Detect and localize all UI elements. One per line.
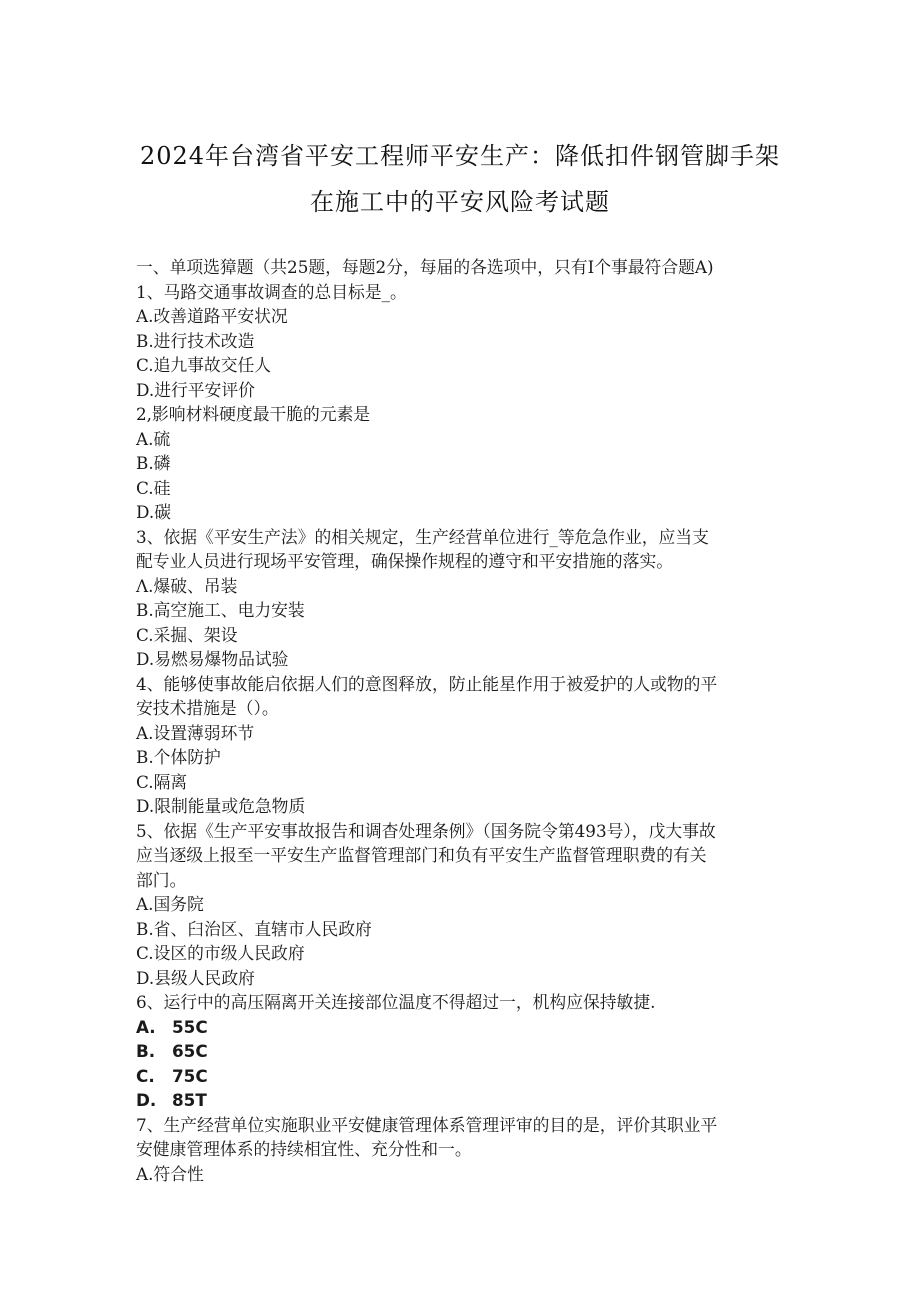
answer-option (136, 1039, 796, 1064)
question-stem: 部门。 (136, 869, 187, 890)
answer-option: D.进行平安评价 (136, 379, 255, 400)
answer-option: B.高空施工、电力安装 (136, 600, 305, 620)
option-label: A. (136, 1016, 156, 1037)
answer-option: C.设区的市级人民政府 (136, 943, 305, 963)
option-label: C. (136, 1065, 155, 1086)
answer-option: D.县级人民政府 (136, 967, 255, 988)
answer-option: A.改善道路平安状况 (136, 306, 288, 326)
answer-option: A.设置薄弱环节 (136, 722, 255, 743)
answer-option: B.省、臼治区、直辖市人民政府 (136, 918, 372, 939)
answer-option: C.追九事故交任人 (136, 355, 272, 375)
answer-option: D.限制能量或危急物质 (136, 796, 306, 816)
option-label: D. (136, 1090, 157, 1110)
question-stem: 7、生产经营单位实施职业平安健康管理体系管理评审的目的是，评价其职业平 (136, 1114, 718, 1135)
answer-option: C.隔离 (136, 771, 188, 792)
option-value: 55C (172, 1016, 208, 1037)
question-stem: 应当逐级上报至一平安生产监督管理部门和负有平安生产监督管理职费的有关 (136, 845, 707, 865)
question-stem: 安健康管理体系的持续相宜性、充分性和一。 (136, 1139, 472, 1159)
answer-option: A.国务院 (136, 894, 204, 914)
answer-option: Λ.爆破、吊装 (136, 575, 238, 596)
question-stem: 配专业人员进行现场平安管理，确保操作规程的遵守和平安措施的落实。 (136, 551, 674, 571)
answer-option: A.符合性 (136, 1163, 204, 1184)
question-stem: 4、能够使事故能启依据人们的意图释放，防止能星作用于被爱护的人或物的平 (136, 673, 718, 694)
document-title-line-2: 在施工中的平安风险考试题 (310, 188, 610, 216)
answer-option (136, 1015, 796, 1040)
answer-option: B.进行技术改造 (136, 330, 255, 351)
option-value: 85T (172, 1090, 207, 1110)
answer-option: C.采掘、架设 (136, 624, 238, 645)
question-stem: 1、马路交通事故调查的总目标是_。 (136, 281, 407, 302)
question-stem: 6、运行中的高压隔离开关连接部位温度不得超过一，机构应保持敏捷. (136, 992, 656, 1012)
answer-option: D.碳 (136, 502, 171, 522)
question-stem: 5、依据《生产平安事故报告和调杳处理条例》（国务院令第493号），戊大事故 (136, 820, 716, 841)
question-stem: 3、依据《平安生产法》的相关规定，生产经营单位进行_等危急作业，应当支 (136, 526, 709, 547)
question-stem: 2,影响材料硬度最干脆的元素是 (136, 404, 371, 424)
option-label: B. (136, 1041, 156, 1061)
question-stem: 安技术措施是（）。 (136, 698, 279, 718)
option-value: 65C (172, 1041, 208, 1061)
answer-option: B.个体防护 (136, 747, 221, 767)
answer-option (136, 1088, 796, 1113)
section-header: 一、单项选獐题（共25题，每题2分，每届的各选项中，只有I个事最符合题A) (136, 257, 714, 277)
answer-option: C.硅 (136, 477, 171, 498)
answer-option (136, 1064, 796, 1089)
option-value: 75C (172, 1065, 208, 1086)
answer-option: B.磷 (136, 453, 171, 473)
answer-option: A.硫 (136, 428, 171, 449)
answer-option: D.易燃易爆物品试验 (136, 649, 289, 669)
document-title-line-1: 2024年台湾省平安工程师平安生产：降低扣件钢管脚手架 (139, 142, 781, 170)
question-list (136, 255, 796, 1186)
